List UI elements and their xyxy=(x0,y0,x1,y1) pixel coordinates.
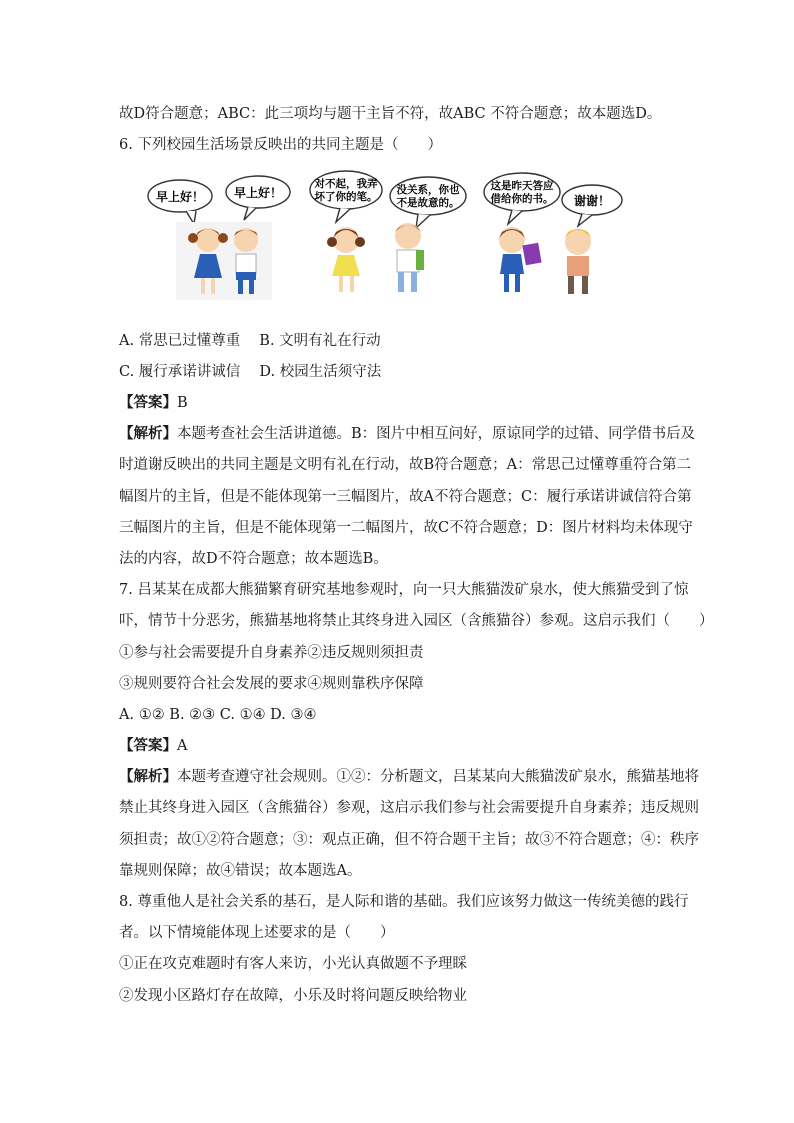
scene-borrow-book xyxy=(484,173,622,294)
bubble-no-problem-line2: 不是故意的。 xyxy=(396,197,460,209)
scene-apology xyxy=(310,171,466,292)
question-6-analysis-line1: 【解析】本题考查社会生活讲道德。B：图片中相互问好，原谅同学的过错、同学借书后及 xyxy=(119,425,696,442)
bubble-book-line1: 这是昨天答应 xyxy=(490,180,554,192)
question-6-analysis-line5: 法的内容，故D不符合题意；故本题选B。 xyxy=(119,551,388,567)
question-6-options-ab: A. 常思已过懂尊重 B. 文明有礼在行动 xyxy=(119,333,381,349)
question-6-analysis-line3: 幅图片的主旨，但是不能体现第一三幅图片，故A不符合题意；C：履行承诺讲诚信符合第 xyxy=(119,489,692,505)
question-7-statements-2: ③规则要符合社会发展的要求④规则靠秩序保障 xyxy=(119,676,424,692)
question-7-statements-1: ①参与社会需要提升自身素养②违反规则须担责 xyxy=(119,645,424,661)
bubble-book-line2: 借给你的书。 xyxy=(490,193,554,205)
question-7-analysis-line4: 靠规则保障；故④错误；故本题选A。 xyxy=(119,863,362,879)
bubble-good-morning-2: 早上好！ xyxy=(233,186,283,200)
question-8-statement-1: ①正在攻克难题时有客人来访，小光认真做题不予理睬 xyxy=(119,956,467,972)
book-icon xyxy=(522,243,541,265)
question-6-answer xyxy=(119,393,188,413)
question-6-illustration xyxy=(146,170,626,302)
scene-greeting xyxy=(148,176,290,300)
question-7-answer xyxy=(119,736,187,756)
question-7-stem-line1: 7. 吕某某在成都大熊猫繁育研究基地参观时，向一只大熊猫泼矿泉水，使大熊猫受到了惊 xyxy=(119,582,689,598)
question-6-stem: 6. 下列校园生活场景反映出的共同主题是（ ） xyxy=(119,137,442,153)
question-7-analysis-line1: 【解析】本题考查遵守社会规则。①②：分析题文，吕某某向大熊猫泼矿泉水，熊猫基地将 xyxy=(119,768,699,785)
bubble-good-morning-1: 早上好！ xyxy=(155,190,205,204)
campus-scenes-illustration xyxy=(146,170,626,302)
prev-answer-tail: 故D符合题意；ABC：此三项均与题干主旨不符，故ABC 不符合题意；故本题选D。 xyxy=(119,106,662,122)
question-8-stem-line2: 者。以下情境能体现上述要求的是（ ） xyxy=(119,925,395,941)
bubble-no-problem-line1: 没关系，你也 xyxy=(396,184,460,196)
question-6-analysis-line4: 三幅图片的主旨，但是不能体现第一二幅图片，故C不符合题意；D：图片材料均未体现守 xyxy=(119,520,693,536)
bubble-thanks: 谢谢！ xyxy=(573,194,611,208)
question-8-statement-2: ②发现小区路灯存在故障，小乐及时将问题反映给物业 xyxy=(119,988,467,1004)
answer-value: A xyxy=(177,738,188,754)
bubble-sorry-line2: 坏了你的笔。 xyxy=(314,191,378,203)
question-6-options-cd: C. 履行承诺讲诚信 D. 校园生活须守法 xyxy=(119,364,382,380)
answer-tag: 【答案】 xyxy=(119,394,177,411)
bubble-sorry-line1: 对不起，我弄 xyxy=(314,178,378,190)
analysis-tag: 【解析】 xyxy=(119,425,177,442)
question-8-stem-line1: 8. 尊重他人是社会关系的基石，是人际和谐的基础。我们应该努力做这一传统美德的践行 xyxy=(119,894,689,910)
question-7-choices: A. ①② B. ②③ C. ①④ D. ③④ xyxy=(119,707,317,723)
question-7-analysis-line2: 禁止其终身进入园区（含熊猫谷）参观，这启示我们参与社会需要提升自身素养；违反规则 xyxy=(119,800,699,816)
question-7-stem-line2: 吓，情节十分恶劣，熊猫基地将禁止其终身进入园区（含熊猫谷）参观。这启示我们（ ） xyxy=(119,613,714,629)
answer-tag: 【答案】 xyxy=(119,737,177,754)
answer-value: B xyxy=(177,395,188,411)
question-6-analysis-line2: 时道谢反映出的共同主题是文明有礼在行动，故B符合题意；A：常思己过懂尊重符合第二 xyxy=(119,457,692,473)
analysis-tag: 【解析】 xyxy=(119,768,177,785)
question-7-analysis-line3: 须担责；故①②符合题意；③：观点正确，但不符合题干主旨；故③不符合题意；④：秩序 xyxy=(119,832,699,848)
